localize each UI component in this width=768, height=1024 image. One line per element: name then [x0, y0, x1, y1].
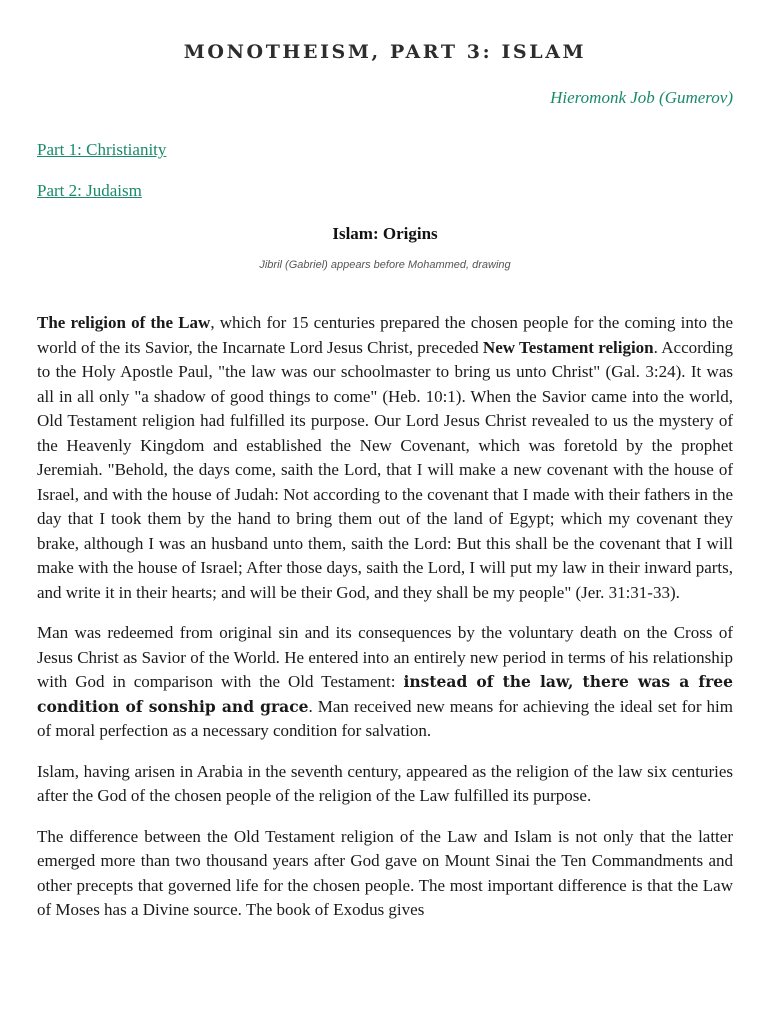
article-body [37, 311, 733, 923]
series-links [37, 138, 733, 203]
link-part-2-judaism[interactable]: Part 2: Judaism [37, 181, 142, 200]
article-page [37, 0, 733, 939]
link-part-1-christianity[interactable]: Part 1: Christianity [37, 140, 167, 159]
bold-phrase: instead of the law, there was a free condition of sonship and grace [37, 672, 733, 716]
author-byline: Hieromonk Job (Gumerov) [550, 88, 733, 107]
paragraph-text: . According to the Holy Apostle Paul, "the law was our schoolmaster to bring us unto Christ" (Gal. 3:24). It was all in all only "a shadow of good things to come" (Heb. 10:1). When the Savior came into the world, Old Testament religion had fulfilled its purpose. Our Lord Jesus Christ revealed to us the mystery of the Heavenly Kingdom and established the New Covenant, which was foretold by the prophet Jeremiah. "Behold, the days come, saith the Lord, that I will make a new covenant with the house of Israel, and with the house of Judah: Not according to the covenant that I made with their fathers in the day that I took them by the hand to bring them out of the land of Egypt; which my covenant they brake, although I was an husband unto them, saith the Lord: But this shall be the covenant that I will make with the house of Israel; After those days, saith the Lord, I will put my law in their inward parts, and write it in their hearts; and will be their God, and they shall be my people" (Jer. 31:31-33). [37, 337, 733, 602]
paragraph-1 [37, 311, 733, 605]
bold-phrase: New Testament religion [482, 337, 654, 357]
paragraph-text: Man was redeemed from original sin and its consequences by the voluntary death on the Cross of Jesus Christ as Savior of the World. He entered into an entirely new period in terms of his relationship with God in comparison with the Old Testament: [37, 623, 733, 691]
bold-phrase: The religion of the Law [37, 313, 211, 332]
page-title: MONOTHEISM, PART 3: ISLAM [183, 41, 587, 63]
paragraph-text: , which for 15 centuries prepared the chosen people for the coming into the world of the its Savior, the Incarnate Lord Jesus Christ, preceded [37, 313, 733, 357]
paragraph-2 [37, 621, 733, 744]
image-caption: Jibril (Gabriel) appears before Mohammed, drawing [259, 259, 511, 271]
section-heading: Islam: Origins [332, 224, 438, 243]
paragraph-4: The difference between the Old Testament religion of the Law and Islam is not only that the latter emerged more than two thousand years after God gave on Mount Sinai the Ten Commandments and other precepts that governed life for the chosen people. The most important difference is that the Law of Moses has a Divine source. The book of Exodus gives [37, 826, 733, 919]
paragraph-3: Islam, having arisen in Arabia in the seventh century, appeared as the religion of the law six centuries after the God of the chosen people of the religion of the Law fulfilled its purpose. [37, 761, 733, 805]
paragraph-text: . Man received new means for achieving the ideal set for him of moral perfection as a necessary condition for salvation. [37, 696, 733, 740]
